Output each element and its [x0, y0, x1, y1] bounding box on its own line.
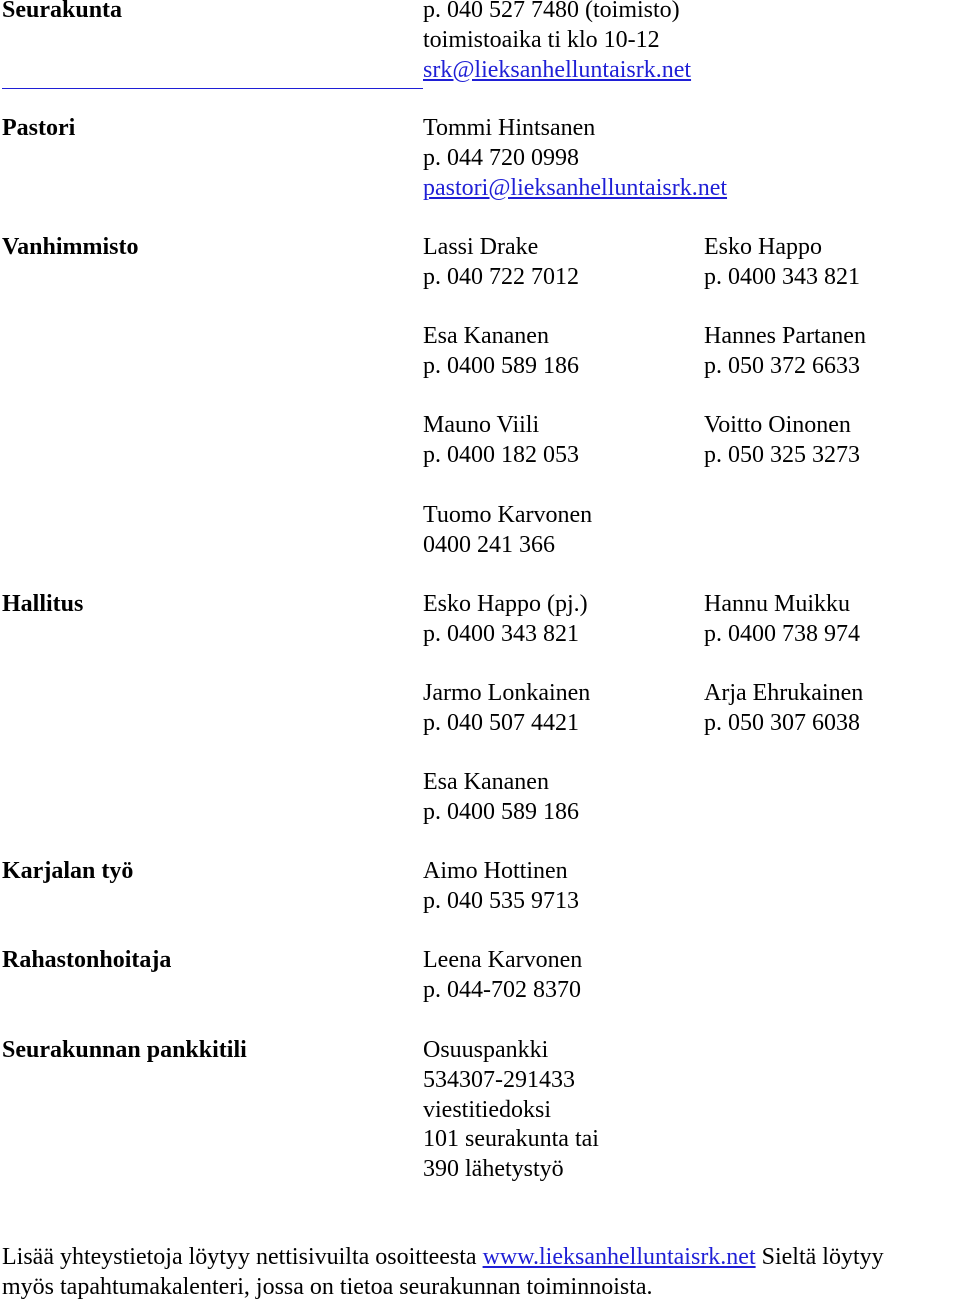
pastori-name: Tommi Hintsanen	[423, 115, 596, 141]
person-name: Esko Happo	[704, 234, 822, 260]
person-phone: p. 050 372 6633	[704, 352, 860, 379]
pastori-email-link[interactable]: pastori@lieksanhelluntaisrk.net	[423, 174, 728, 201]
hallitus-person	[423, 768, 579, 828]
person-phone: p. 044-702 8370	[423, 976, 581, 1003]
vanhimmisto-person	[704, 322, 866, 382]
person-phone: p. 040 722 7012	[423, 263, 579, 290]
person-name: Tuomo Karvonen	[423, 502, 593, 528]
reference-note: viestitiedoksi	[423, 1096, 551, 1123]
karjalan-tyo-info	[423, 857, 579, 917]
bank-name: Osuuspankki	[423, 1037, 549, 1063]
person-phone: p. 050 307 6038	[704, 709, 860, 736]
person-phone: p. 0400 343 821	[423, 620, 579, 647]
pastori-info	[423, 114, 727, 203]
vanhimmisto-person	[423, 411, 579, 471]
email-underline-lead	[2, 88, 423, 89]
vanhimmisto-person	[704, 411, 860, 471]
person-phone: p. 0400 738 974	[704, 620, 860, 647]
section-label-karjalan-tyo: Karjalan työ	[2, 858, 134, 884]
vanhimmisto-person	[704, 233, 860, 293]
section-label-vanhimmisto: Vanhimmisto	[2, 234, 139, 260]
section-label-rahastonhoitaja: Rahastonhoitaja	[2, 947, 172, 973]
person-name: Voitto Oinonen	[704, 412, 851, 438]
footer-text-line2: myös tapahtumakalenteri, jossa on tietoa seurakunnan toiminnoista.	[2, 1273, 653, 1300]
account-number: 534307-291433	[423, 1066, 575, 1093]
person-name: Esa Kananen	[423, 323, 549, 349]
section-label-hallitus: Hallitus	[2, 591, 84, 617]
hallitus-person	[704, 679, 863, 739]
person-name: Jarmo Lonkainen	[423, 680, 591, 706]
person-name: Leena Karvonen	[423, 947, 583, 973]
vanhimmisto-person	[423, 233, 579, 293]
footer-text: Lisää yhteystietoja löytyy nettisivuilta osoitteesta	[2, 1244, 483, 1270]
person-phone: p. 050 325 3273	[704, 441, 860, 468]
section-label-pastori: Pastori	[2, 115, 76, 141]
pastori-phone: p. 044 720 0998	[423, 144, 579, 171]
person-name: Lassi Drake	[423, 234, 539, 260]
hallitus-person	[423, 679, 590, 739]
footer-text: Sieltä löytyy	[755, 1244, 884, 1270]
hallitus-person	[704, 590, 860, 650]
section-label-seurakunta: Seurakunta	[2, 0, 123, 23]
person-phone: p. 0400 182 053	[423, 441, 579, 468]
reference-option: 101 seurakunta tai	[423, 1126, 599, 1153]
vanhimmisto-person	[423, 322, 579, 382]
person-name: Esa Kananen	[423, 769, 549, 795]
person-phone: p. 0400 589 186	[423, 352, 579, 379]
person-phone: p. 040 507 4421	[423, 709, 579, 736]
person-phone: p. 040 535 9713	[423, 887, 579, 914]
person-name: Arja Ehrukainen	[704, 680, 864, 706]
person-phone: p. 0400 589 186	[423, 798, 579, 825]
seurakunta-email-link[interactable]: srk@lieksanhelluntaisrk.net	[423, 56, 692, 83]
website-link[interactable]: www.lieksanhelluntaisrk.net	[482, 1244, 756, 1270]
seurakunta-phone: p. 040 527 7480 (toimisto)	[423, 0, 680, 23]
person-name: Hannes Partanen	[704, 323, 866, 349]
hallitus-person	[423, 590, 588, 650]
person-name: Aimo Hottinen	[423, 858, 568, 884]
person-name: Hannu Muikku	[704, 591, 850, 617]
person-name: Mauno Viili	[423, 412, 540, 438]
footer-note	[2, 1243, 960, 1303]
seurakunta-info	[423, 0, 691, 85]
person-phone: 0400 241 366	[423, 531, 555, 558]
reference-option: 390 lähetystyö	[423, 1156, 564, 1183]
rahastonhoitaja-info	[423, 946, 582, 1006]
pankkitili-info	[423, 1036, 599, 1185]
seurakunta-office-hours: toimistoaika ti klo 10-12	[423, 26, 660, 53]
person-name: Esko Happo (pj.)	[423, 591, 588, 617]
person-phone: p. 0400 343 821	[704, 263, 860, 290]
vanhimmisto-person	[423, 501, 592, 561]
section-label-pankkitili: Seurakunnan pankkitili	[2, 1037, 247, 1063]
